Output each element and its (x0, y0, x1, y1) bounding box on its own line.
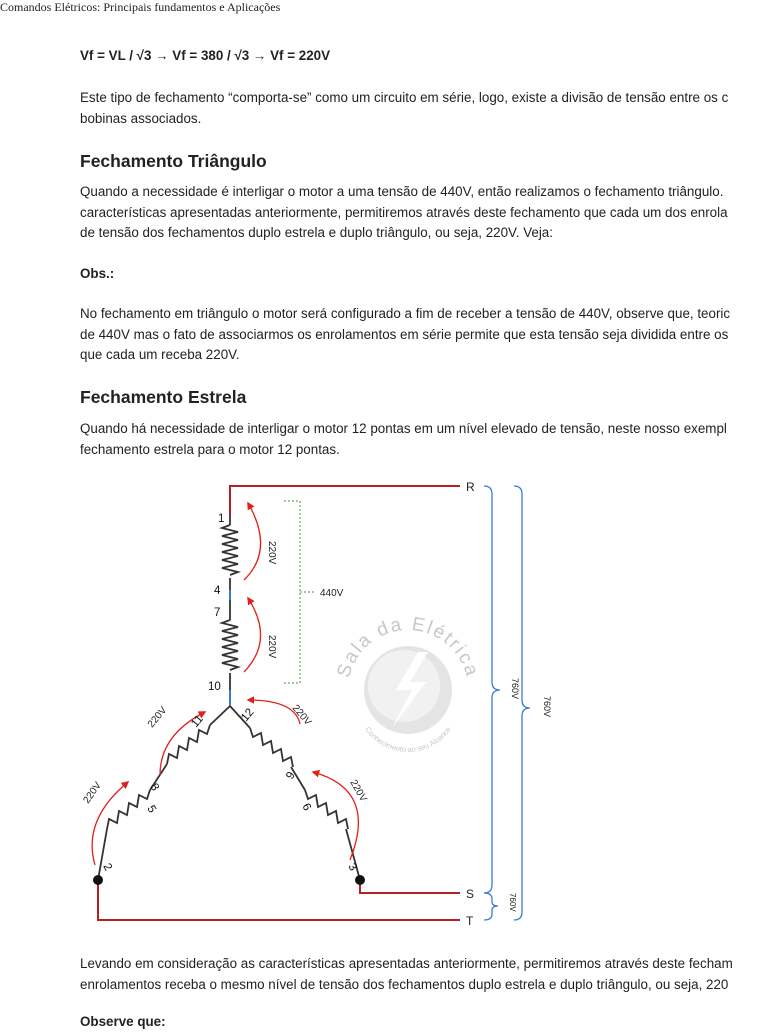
terminal-r: R (466, 480, 475, 494)
watermark-logo (333, 614, 482, 754)
paragraph-star (80, 419, 768, 460)
node-label: 8 (147, 781, 161, 794)
node-label: 12 (239, 706, 257, 724)
watermark-title: Sala da Elétrica (333, 613, 483, 681)
watermark-subtitle: Conhecimento ao seu Alcance (363, 724, 453, 755)
voltage-label-760: 760V (542, 696, 552, 718)
paragraph-line: Levando em consideração as características apresentadas anteriormente, permitiremos através deste fecham (80, 956, 733, 971)
observe-label: Observe que: (80, 1014, 166, 1029)
node-label: 11 (189, 713, 206, 730)
node-label: 2 (100, 861, 114, 874)
voltage-label: 220V (266, 635, 277, 659)
paragraph-observation (80, 304, 768, 366)
node-dot-left (93, 875, 103, 885)
voltage-label-760: 760V (508, 893, 517, 912)
paragraph-line: fechamento estrela para o motor 12 pontas. (80, 441, 340, 457)
voltage-label: 220V (266, 541, 277, 565)
document-title: Comandos Elétricos: Principais fundamentos e Aplicações (0, 0, 281, 14)
voltage-label: 220V (347, 778, 369, 804)
paragraph-conclusion (80, 954, 768, 995)
paragraph-line: Quando a necessidade é interligar o motor a uma tensão de 440V, então realizamos o fechamento triângulo. (80, 184, 724, 199)
paragraph-line: características apresentadas anteriormente, permitiremos através deste fechamento que cada um dos enrola (80, 204, 728, 220)
coil-branch-right (230, 706, 360, 880)
voltage-label-760: 760V (510, 678, 520, 700)
voltage-label: 220V (81, 780, 104, 806)
paragraph-series (80, 88, 768, 129)
node-label: 3 (345, 861, 359, 874)
formula-line: Vf = VL / √3 → Vf = 380 / √3 → Vf = 220V (80, 48, 331, 63)
voltage-brackets (484, 486, 530, 920)
paragraph-triangle (80, 182, 768, 244)
node-label: 4 (214, 585, 221, 597)
paragraph-line: Quando há necessidade de interligar o motor 12 pontas em um nível elevado de tensão, neste nosso exempl (80, 421, 727, 436)
node-label: 1 (218, 513, 225, 525)
paragraph-line: de tensão dos fechamentos duplo estrela e duplo triângulo, ou seja, 220V. Veja: (80, 225, 553, 240)
node-label: 10 (208, 681, 221, 693)
paragraph-line: No fechamento em triângulo o motor será configurado a fim de receber a tensão de 440V, observe que, teoric (80, 306, 731, 321)
coil-branch-left (98, 706, 230, 880)
group-bracket-440 (284, 501, 316, 683)
star-connection-diagram (0, 470, 768, 950)
node-dot-right (355, 875, 365, 885)
paragraph-line: de 440V mas o fato de associarmos os enrolamentos em série permite que esta tensão seja dividida entre os (80, 326, 729, 342)
voltage-label-440: 440V (320, 588, 344, 599)
node-label: 7 (214, 607, 221, 619)
obs-label: Obs.: (80, 266, 115, 281)
paragraph-line: Este tipo de fechamento “comporta-se” como um circuito em série, logo, existe a divisão de tensão entre os c (80, 90, 729, 105)
paragraph-line: bobinas associados. (80, 110, 202, 126)
heading-triangle: Fechamento Triângulo (80, 151, 267, 171)
heading-star: Fechamento Estrela (80, 387, 247, 407)
node-label: 9 (284, 769, 298, 782)
node-label: 5 (144, 803, 158, 816)
node-label: 6 (299, 801, 313, 814)
voltage-label: 220V (145, 704, 170, 730)
paragraph-line: que cada um receba 220V. (80, 347, 240, 362)
voltage-arrows (92, 503, 358, 865)
coil-branch-top (222, 515, 238, 706)
paragraph-line: enrolamentos receba o mesmo nível de tensão dos fechamentos duplo estrela e duplo triângulo, ou seja, 220 (80, 976, 729, 992)
terminal-s: S (466, 887, 475, 901)
voltage-label: 220V (289, 702, 314, 728)
terminal-t: T (466, 914, 474, 928)
